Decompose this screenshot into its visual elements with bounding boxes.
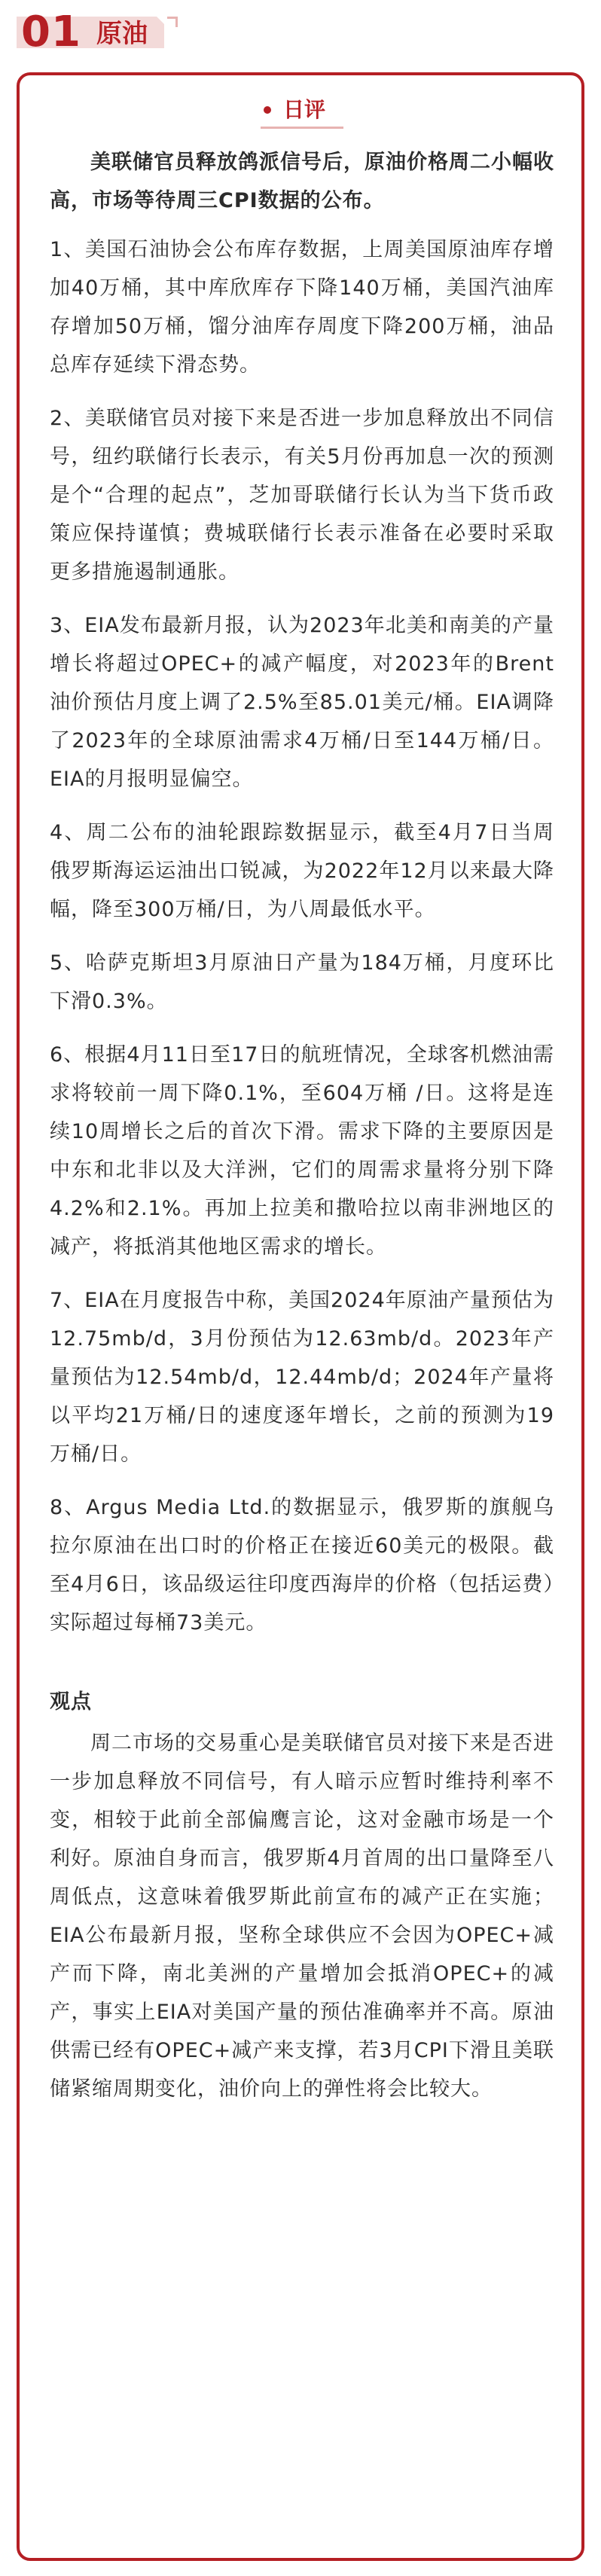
daily-review-label: 日评: [283, 97, 326, 122]
viewpoint-text: 周二市场的交易重心是美联储官员对接下来是否进一步加息释放不同信号，有人暗示应暂时维持利率不变，相较于此前全部偏鹰言论，这对金融市场是一个利好。原油自身而言，俄罗斯4月首周的出口量降至八周低点，这意味着俄罗斯此前宣布的减产正在实施；EIA公布最新月报，坚称全球供应不会因为OPEC+减产而下降，南北美洲的产量增加会抵消OPEC+的减产，事实上EIA对美国产量的预估准确率并不高。原油供需已经有OPEC+减产来支撑，若3月CPI下滑且美联储紧缩周期变化，油价向上的弹性将会比较大。: [50, 1732, 554, 2101]
review-item-4: 4、周二公布的油轮跟踪数据显示，截至4月7日当周俄罗斯海运运油出口锐减，为2022年12月以来最大降幅，降至300万桶/日，为八周最低水平。: [50, 821, 554, 921]
header-corner-decoration: [167, 17, 178, 27]
review-item-7: 7、EIA在月度报告中称，美国2024年原油产量预估为12.75mb/d，3月份预估为12.63mb/d。2023年产量预估为12.54mb/d，12.44mb/d；2024年产量将以平均21万桶/日的速度逐年增长，之前的预测为19万桶/日。: [50, 1289, 554, 1466]
review-item-3: 3、EIA发布最新月报，认为2023年北美和南美的产量增长将超过OPEC+的减产幅度，对2023年的Brent油价预估月度上调了2.5%至85.01美元/桶。EIA调降了2023年的全球原油需求4万桶/日至144万桶/日。EIA的月报明显偏空。: [50, 614, 554, 791]
review-item-2: 2、美联储官员对接下来是否进一步加息释放出不同信号，纽约联储行长表示，有关5月份再加息一次的预测是个“合理的起点”，芝加哥联储行长认为当下货币政策应保持谨慎；费城联储行长表示准备在必要时采取更多措施遏制通胀。: [50, 407, 554, 584]
review-item-6: 6、根据4月11日至17日的航班情况，全球客机燃油需求将较前一周下降0.1%，至604万桶 /日。这将是连续10周增长之后的首次下滑。需求下降的主要原因是中东和北非以及大洋洲，它们的周需求量将分别下降4.2%和2.1%。再加上拉美和撒哈拉以南非洲地区的减产，将抵消其他地区需求的增长。: [50, 1043, 554, 1259]
article-body: [50, 143, 554, 2123]
daily-review-underline: [261, 127, 343, 129]
bullet-dot-icon: [264, 106, 271, 114]
review-item-1: 1、美国石油协会公布库存数据，上周美国原油库存增加40万桶，其中库欣库存下降140万桶，美国汽油库存增加50万桶，馏分油库存周度下降200万桶，油品总库存延续下滑态势。: [50, 238, 554, 377]
review-lead: 美联储官员释放鸽派信号后，原油价格周二小幅收高，市场等待周三CPI数据的公布。: [50, 151, 554, 212]
viewpoint-title: 观点: [50, 1690, 92, 1714]
section-title: 原油: [96, 19, 148, 49]
section-header: [17, 6, 167, 59]
section-number: 01: [21, 8, 81, 56]
review-item-5: 5、哈萨克斯坦3月原油日产量为184万桶，月度环比下滑0.3%。: [50, 951, 554, 1013]
review-item-8: 8、Argus Media Ltd.的数据显示，俄罗斯的旗舰乌拉尔原油在出口时的价格正在接近60美元的极限。截至4月6日，该品级运往印度西海岸的价格（包括运费）实际超过每桶73美元。: [50, 1496, 554, 1634]
daily-review-tag: [261, 95, 343, 125]
content-card: [17, 72, 584, 2561]
